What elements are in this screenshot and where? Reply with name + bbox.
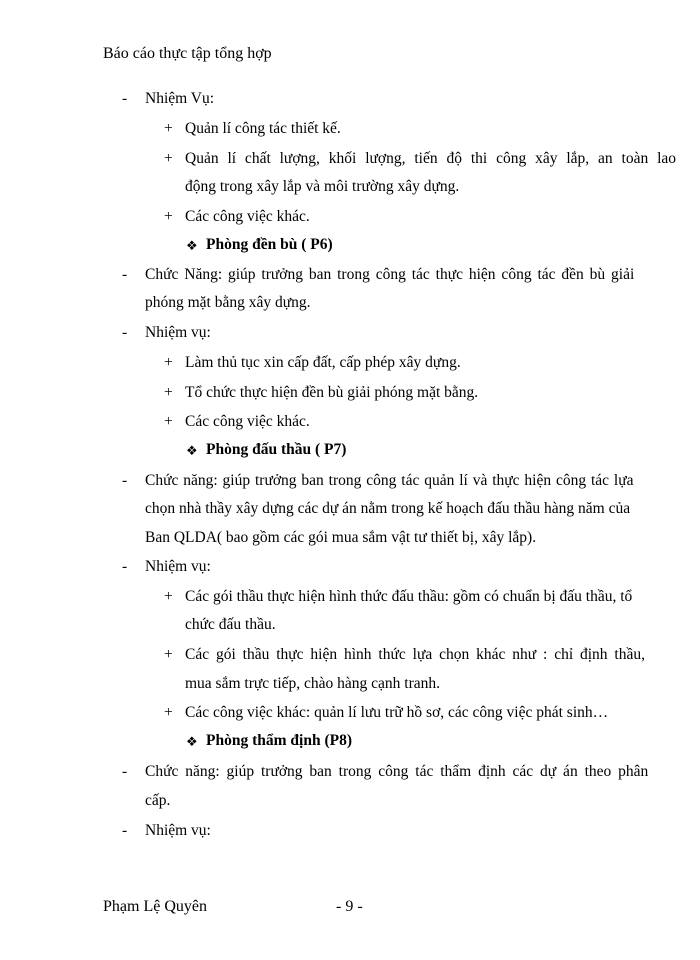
p7-function-line-1: Chức năng: giúp trưởng ban trong công tác quản lí và thực hiện công tác lựa [145,472,634,489]
p5-task-2-line-1: Quản lí chất lượng, khối lượng, tiến độ thi công xây lắp, an toàn lao [185,150,677,167]
p8-tasks-label: Nhiệm vụ: [145,822,211,839]
p5-tasks-label: Nhiệm Vụ: [145,90,215,107]
plus-bullet: + [164,384,173,401]
plus-bullet: + [164,120,173,137]
plus-bullet: + [164,208,173,225]
dash-bullet: - [122,472,128,489]
p6-task-2: Tổ chức thực hiện đền bù giải phóng mặt bằng. [185,384,479,401]
p7-task-2-line-2: mua sắm trực tiếp, chào hàng cạnh tranh. [185,675,441,692]
p5-task-1: Quản lí công tác thiết kế. [185,120,341,137]
dash-bullet: - [122,266,128,283]
dash-bullet: - [122,822,128,839]
diamond-bullet-icon: ❖ [186,238,198,253]
plus-bullet: + [164,704,173,721]
p8-function-line-2: cấp. [145,792,171,809]
diamond-bullet-icon: ❖ [186,734,198,749]
p7-task-2-line-1: Các gói thầu thực hiện hình thức lựa chọn khác như : chỉ định thầu, [185,646,645,663]
p6-function-line-2: phóng mặt bằng xây dựng. [145,294,311,311]
plus-bullet: + [164,354,173,371]
p7-heading: Phòng đấu thầu ( P7) [206,441,347,458]
p5-task-2-line-2: động trong xây lắp và môi trường xây dựng. [185,178,460,195]
dash-bullet: - [122,324,128,341]
p6-function-line-1: Chức Năng: giúp trưởng ban trong công tác thực hiện công tác đền bù giải [145,266,635,283]
p6-task-3: Các công việc khác. [185,413,310,430]
dash-bullet: - [122,763,128,780]
dash-bullet: - [122,558,128,575]
p6-tasks-label: Nhiệm vụ: [145,324,211,341]
p7-task-1-line-2: chức đấu thầu. [185,616,276,633]
p7-tasks-label: Nhiệm vụ: [145,558,211,575]
diamond-bullet-icon: ❖ [186,443,198,458]
p5-task-3: Các công việc khác. [185,208,310,225]
plus-bullet: + [164,413,173,430]
p7-function-line-2: chọn nhà thầy xây dựng các dự án nằm trong kế hoạch đấu thầu hàng năm của [145,500,631,517]
p7-task-1-line-1: Các gói thầu thực hiện hình thức đấu thầu: gồm có chuẩn bị đấu thầu, tổ [185,588,633,605]
dash-bullet: - [122,90,128,107]
p7-task-3: Các công việc khác: quản lí lưu trữ hồ sơ, các công việc phát sinh… [185,704,609,721]
p6-heading: Phòng đền bù ( P6) [206,236,333,253]
p7-function-line-3: Ban QLDA( bao gồm các gói mua sắm vật tư thiết bị, xây lắp). [145,529,537,546]
plus-bullet: + [164,150,173,167]
p6-task-1: Làm thủ tục xin cấp đất, cấp phép xây dựng. [185,354,461,371]
page-number: - 9 - [336,898,363,915]
p8-function-line-1: Chức năng: giúp trưởng ban trong công tác thẩm định các dự án theo phân [145,763,649,780]
plus-bullet: + [164,588,173,605]
page-header-title: Báo cáo thực tập tổng hợp [103,45,272,62]
p8-heading: Phòng thẩm định (P8) [206,732,352,749]
footer-author: Phạm Lệ Quyên [103,898,207,915]
plus-bullet: + [164,646,173,663]
